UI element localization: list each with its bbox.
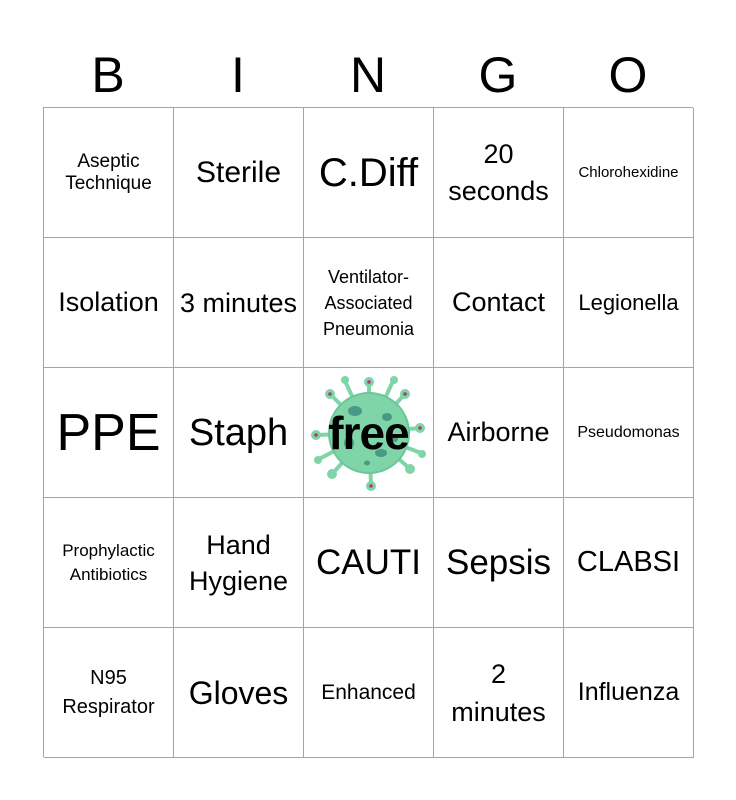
bingo-cell[interactable] (174, 238, 304, 368)
cell-text: Airborne (447, 417, 550, 447)
cell-text: Prophylactic Antibiotics (62, 540, 155, 584)
bingo-cell[interactable] (434, 238, 564, 368)
bingo-cell[interactable] (304, 628, 434, 758)
cell-text: Sepsis (445, 542, 552, 582)
bingo-cell[interactable] (564, 368, 694, 498)
bingo-cell[interactable] (44, 368, 174, 498)
bingo-cell[interactable] (44, 238, 174, 368)
cell-text: Legionella (578, 290, 679, 315)
bingo-cell[interactable] (174, 108, 304, 238)
cell-text: Staph (188, 411, 289, 454)
bingo-cell[interactable] (44, 108, 174, 238)
bingo-cell[interactable] (564, 628, 694, 758)
bingo-cell[interactable] (564, 498, 694, 628)
cell-text: 20 seconds (448, 138, 549, 206)
bingo-cell[interactable] (434, 498, 564, 628)
cell-text: Isolation (58, 287, 159, 317)
bingo-cell[interactable] (174, 628, 304, 758)
bingo-cell[interactable] (564, 238, 694, 368)
bingo-cell[interactable] (434, 108, 564, 238)
bingo-cell[interactable] (304, 238, 434, 368)
header-letter-g: G (478, 47, 518, 103)
bingo-cell[interactable] (564, 108, 694, 238)
cell-text: Contact (451, 287, 546, 317)
bingo-cell[interactable] (174, 498, 304, 628)
cell-text: 2 minutes (451, 658, 546, 727)
bingo-cell[interactable] (304, 498, 434, 628)
cell-text: Influenza (577, 678, 680, 706)
cell-text: CLABSI (576, 546, 681, 578)
cell-text: Sterile (195, 155, 282, 189)
bingo-header (43, 44, 693, 106)
cell-text: Aseptic Technique (65, 150, 152, 194)
header-letter-n: N (349, 47, 387, 103)
cell-text: Hand Hygiene (188, 529, 289, 596)
free-space-cell[interactable] (304, 368, 434, 498)
cell-text: Chlorohexidine (578, 164, 679, 181)
bingo-cell[interactable] (174, 368, 304, 498)
cell-text: PPE (56, 403, 161, 462)
bingo-cell[interactable] (434, 628, 564, 758)
bingo-cell[interactable] (434, 368, 564, 498)
cell-text: Gloves (188, 674, 289, 711)
cell-text: N95 Respirator (62, 666, 155, 718)
cell-text: Pseudomonas (577, 424, 680, 441)
cell-text: 3 minutes (179, 287, 298, 318)
free-space-label: free (328, 406, 409, 459)
cell-text: Enhanced (321, 680, 416, 704)
bingo-cell[interactable] (44, 498, 174, 628)
cell-text: CAUTI (316, 542, 421, 582)
bingo-cell[interactable] (304, 108, 434, 238)
bingo-card-grid (43, 107, 693, 757)
header-letter-i: I (231, 47, 245, 103)
header-letter-o: O (608, 47, 648, 103)
cell-text: C.Diff (318, 150, 419, 195)
header-letter-b: B (91, 47, 125, 103)
bingo-cell[interactable] (44, 628, 174, 758)
cell-text: Ventilator-Associated Pneumonia (322, 266, 415, 339)
